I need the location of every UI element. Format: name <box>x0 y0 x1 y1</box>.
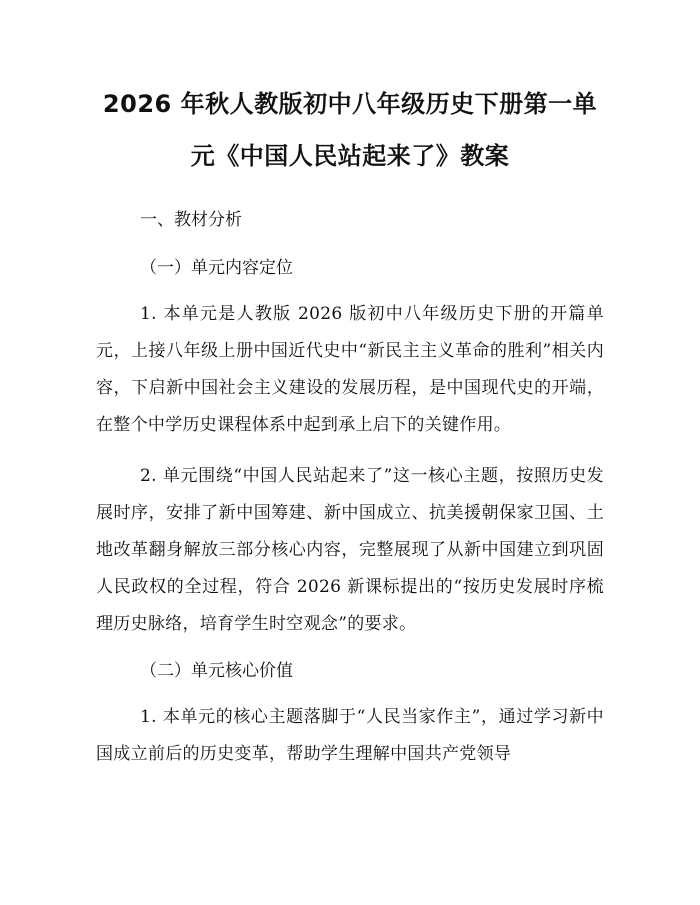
paragraph-1: 1. 本单元是人教版 2026 版初中八年级历史下册的开篇单元，上接八年级上册中国近代史中“新民主主义革命的胜利”相关内容，下启新中国社会主义建设的发展历程，是中国现代史的开端，在整个中学历史课程体系中起到承上启下的关键作用。 <box>96 304 604 435</box>
subsection-heading-1: （一）单元内容定位 <box>140 258 293 278</box>
paragraph-2: 2. 单元围绕“中国人民站起来了”这一核心主题，按照历史发展时序，安排了新中国筹建、新中国成立、抗美援朝保家卫国、土地改革翻身解放三部分核心内容，完整展现了从新中国建立到巩固人民政权的全过程，符合 2026 新课标提出的“按历史发展时序梳理历史脉络，培育学生时空观念”的要求。 <box>96 466 604 634</box>
title-line-1: 2026 年秋人教版初中八年级历史下册第一单 <box>102 90 598 118</box>
paragraph-3: 1. 本单元的核心主题落脚于“人民当家作主”，通过学习新中国成立前后的历史变革，帮助学生理解中国共产党领导 <box>96 707 604 764</box>
document-title <box>96 78 604 182</box>
title-line-2: 元《中国人民站起来了》教案 <box>190 142 510 170</box>
subsection-heading-2: （二）单元核心价值 <box>140 661 293 681</box>
section-heading-1: 一、教材分析 <box>140 210 242 230</box>
